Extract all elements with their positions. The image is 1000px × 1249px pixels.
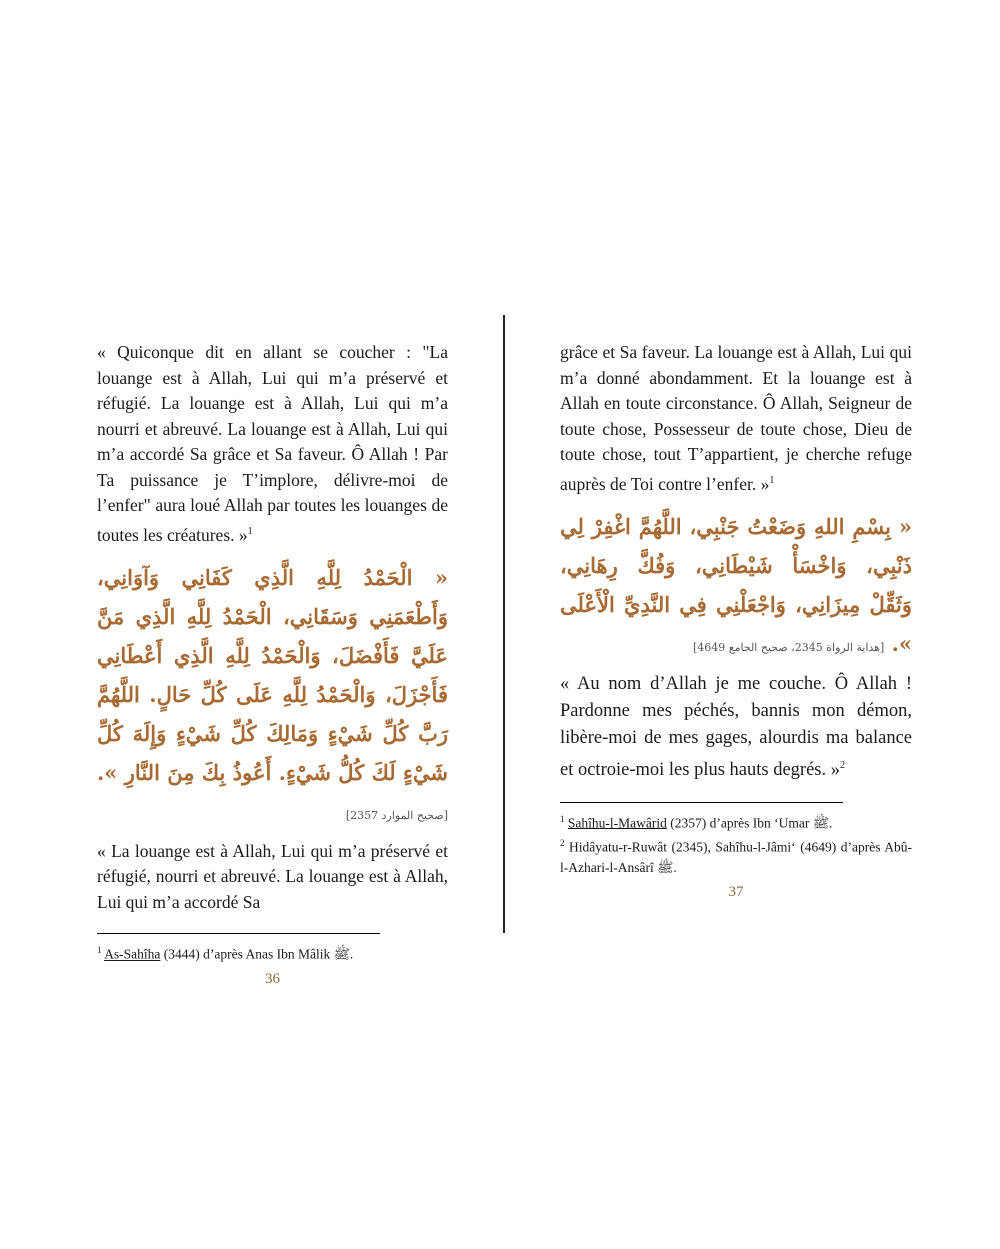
translation-left: « La louange est à Allah, Lui qui m’a préservé et réfugié, nourri et abreuvé. La louange est à Allah, Lui qui m’a accordé Sa [97,840,448,912]
page-right [560,340,912,901]
arabic-reference: [صحيح الموارد 2357] [345,808,448,822]
footnote-number: 2 [560,838,565,849]
page-left [97,340,448,988]
arabic-reference: [هداية الرواة 2345، صحيح الجامع 4649] [692,640,885,654]
footnote-ref: 1 [769,474,775,486]
translation-continued [560,340,912,497]
footnote-rule [97,933,380,934]
footnote-number: 1 [560,813,565,824]
arabic-text: « الْحَمْدُ لِلَّهِ الَّذِي كَفَانِي وَآوَانِي، وَأَطْعَمَنِي وَسَقَانِي، الْحَمْدُ لِلَّهِ الَّذِي مَنَّ عَلَيَّ فَأَفْضَلَ، وَالْحَمْدُ لِلَّهِ الَّذِي أَعْطَانِي فَأَجْزَلَ، وَالْحَمْدُ لِلَّهِ عَلَى كُلِّ حَالٍ. اللَّهُمَّ رَبَّ كُلِّ شَيْءٍ وَمَالِكَ كُلِّ شَيْءٍ وَإِلَهَ كُلِّ شَيْءٍ لَكَ كُلُّ شَيْءٍ. أَعُوذُ بِكَ مِنَ النَّارِ ». [97,564,448,785]
footnote-detail: (3444) d’après Anas Ibn Mâlik ﷺ. [160,946,354,962]
page-divider [503,315,505,933]
arabic-supplication-left [97,558,448,835]
page-number-left: 36 [265,970,280,987]
hadith-intro: « Quiconque dit en allant se coucher : "La louange est à Allah, Lui qui m’a préservé et réfugié. La louange est à Allah, Lui qui m’a nourri et abreuvé. La louange est à Allah, Lui qui m’a accordé Sa grâce et Sa faveur. Ô Allah ! Par Ta puissance je T’implore, délivre-moi de l’enfer" aura loué Allah par toutes les louanges de toutes les créatures. » [97,342,448,545]
footnote-source: As-Sahîha [104,946,161,962]
footnote-left [97,940,448,965]
translation-right [560,671,912,784]
hadith-text-left [97,340,448,548]
arabic-supplication-right [560,507,912,667]
footnote-ref: 1 [247,525,253,537]
footnote-detail: Hidâyatu-r-Ruwât (2345), Sahîhu-l-Jâmi‘ (4649) d’après Abû-l-Azhari-l-Ansârî ﷺ. [560,839,912,875]
footnote-rule [560,802,843,803]
translation-text: « Au nom d’Allah je me couche. Ô Allah ! Pardonne mes péchés, bannis mon démon, libère-moi de mes gages, alourdis ma balance et octroie-moi les plus hauts degrés. » [560,673,912,780]
footnote-ref: 2 [840,759,846,771]
footnote-source: Sahîhu-l-Mawârid [567,815,667,831]
footnote-right-2 [560,833,912,878]
continued-text: grâce et Sa faveur. La louange est à Allah, Lui qui m’a donné abondamment. Et la louange est à Allah en toute circonstance. Ô Allah, Seigneur de toute chose, Possesseur de toute chose, Dieu de toute chose, tout T’appartient, je cherche refuge auprès de Toi contre l’enfer. » [560,342,912,494]
page-number-right: 37 [728,883,744,900]
arabic-text: « بِسْمِ اللهِ وَضَعْتُ جَنْبِي، اللَّهُمَّ اغْفِرْ لِي ذَنْبِي، وَاخْسَأْ شَيْطَانِي، وَفُكَّ رِهَانِي، وَثَقِّلْ مِيزَانِي، وَاجْعَلْنِي فِي النَّدِيِّ الْأَعْلَى ». [560,513,912,656]
footnote-detail: (2357) d’après Ibn ‘Umar ﷺ. [666,815,833,831]
footnote-right-1 [560,809,912,834]
footnote-number: 1 [97,945,102,956]
